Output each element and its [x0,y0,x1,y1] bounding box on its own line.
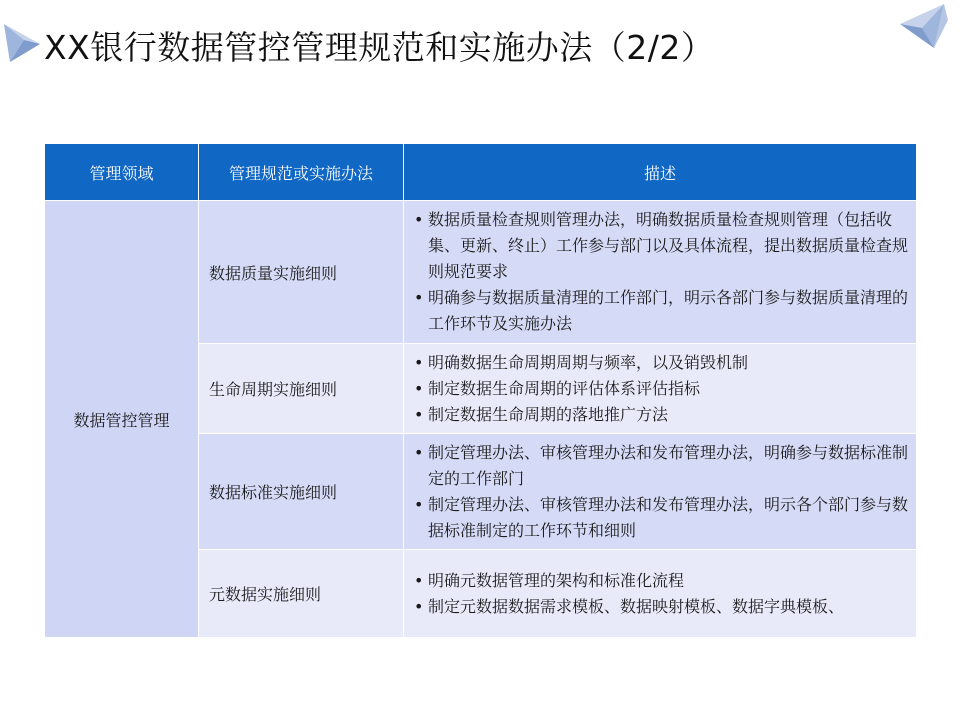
description-cell [404,344,917,434]
table-row [45,201,917,344]
description-bullet: • 制定数据生命周期的评估体系评估指标 [412,376,908,402]
description-cell [404,434,917,550]
description-bullet: • 明确数据生命周期周期与频率，以及销毁机制 [412,350,908,376]
description-bullet: • 明确元数据管理的架构和标准化流程 [412,568,908,594]
description-cell [404,550,917,638]
domain-cell: 数据管控管理 [45,201,199,638]
header-domain: 管理领域 [45,144,199,201]
description-bullet: • 制定管理办法、审核管理办法和发布管理办法，明确参与数据标准制定的工作部门 [412,440,908,492]
method-cell: 数据标准实施细则 [199,434,404,550]
description-bullet: • 制定管理办法、审核管理办法和发布管理办法，明示各个部门参与数据标准制定的工作环节和细则 [412,492,908,544]
governance-table [44,143,917,638]
description-bullet: • 制定数据生命周期的落地推广方法 [412,402,908,428]
description-bullet: • 明确参与数据质量清理的工作部门，明示各部门参与数据质量清理的工作环节及实施办法 [412,285,908,337]
triangle-decoration-left [0,18,44,66]
description-bullet: • 数据质量检查规则管理办法，明确数据质量检查规则管理（包括收集、更新、终止）工作参与部门以及具体流程，提出数据质量检查规则规范要求 [412,207,908,285]
table-header-row [45,144,917,201]
method-cell: 生命周期实施细则 [199,344,404,434]
header-description: 描述 [404,144,917,201]
triangle-decoration-right [898,2,950,52]
description-bullet: • 制定元数据数据需求模板、数据映射模板、数据字典模板、 [412,594,908,620]
header-method: 管理规范或实施办法 [199,144,404,201]
method-cell: 数据质量实施细则 [199,201,404,344]
description-cell [404,201,917,344]
method-cell: 元数据实施细则 [199,550,404,638]
page-title: XX银行数据管控管理规范和实施办法（2/2） [44,28,715,67]
